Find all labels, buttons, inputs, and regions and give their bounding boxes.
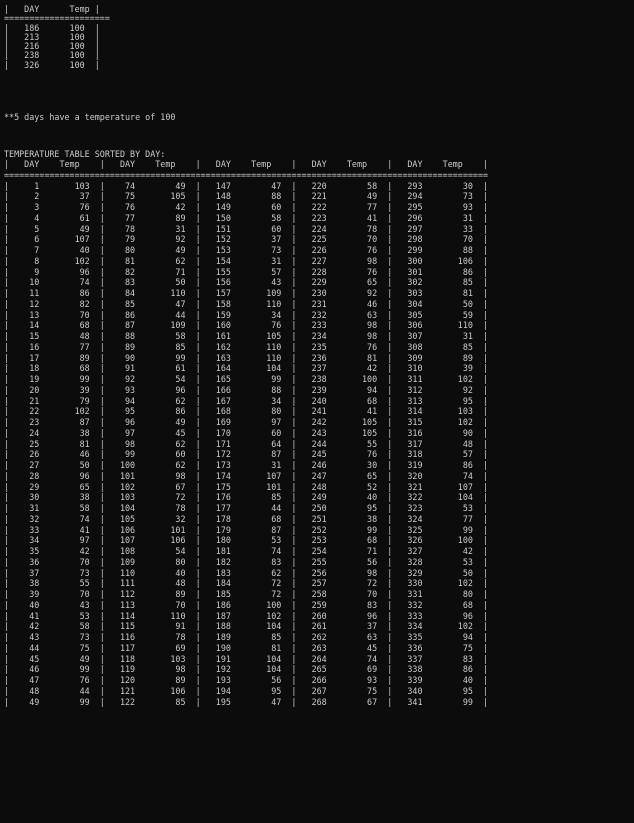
sorted-table-row: | 14 68 | 87 109 | 160 76 | 233 98 | 306 110 | [4, 320, 489, 331]
sorted-table-row: | 34 97 | 107 106 | 180 53 | 253 68 | 326 100 | [4, 535, 489, 546]
sorted-table-row: | 18 68 | 91 61 | 164 104 | 237 42 | 310 39 | [4, 363, 489, 374]
sorted-table-row: | 39 70 | 112 89 | 185 72 | 258 70 | 331 80 | [4, 589, 489, 599]
sorted-table-row: | 2 37 | 75 105 | 148 88 | 221 49 | 294 73 | [4, 191, 489, 202]
sorted-table-row: | 29 65 | 102 67 | 175 101 | 248 52 | 321 107 | [4, 481, 489, 492]
sorted-table-row: | 5 49 | 78 31 | 151 60 | 224 78 | 297 33 | [4, 223, 489, 234]
sorted-table-row: | 21 79 | 94 62 | 167 34 | 240 68 | 313 95 | [4, 395, 489, 406]
top-table-row: | 326 100 | [4, 59, 100, 70]
sorted-table-row: | 28 96 | 101 98 | 174 107 | 247 65 | 320 74 | [4, 470, 489, 481]
sorted-table-row: | 41 53 | 114 110 | 187 102 | 260 96 | 333 96 | [4, 610, 489, 621]
top-table-row: | 213 100 | [4, 31, 100, 42]
sorted-table-row: | 17 89 | 90 99 | 163 110 | 236 81 | 309 89 | [4, 352, 489, 363]
top-table [4, 5, 110, 70]
sorted-table-row: | 22 102 | 95 86 | 168 80 | 241 41 | 314 103 | [4, 406, 489, 417]
sorted-table-row: | 42 58 | 115 91 | 188 104 | 261 37 | 334 102 | [4, 621, 489, 632]
sorted-table-row: | 11 86 | 84 110 | 157 109 | 230 92 | 303 81 | [4, 288, 489, 298]
sorted-table-row: | 20 39 | 93 96 | 166 88 | 239 94 | 312 92 | [4, 384, 489, 395]
top-table-row: | 238 100 | [4, 50, 100, 61]
sorted-table-row: | 19 99 | 92 54 | 165 99 | 238 100 | 311 102 | [4, 374, 489, 384]
sorted-table-row: | 30 38 | 103 72 | 176 85 | 249 40 | 322 104 | [4, 492, 489, 503]
sorted-table-row: | 44 75 | 117 69 | 190 81 | 263 45 | 336 75 | [4, 642, 489, 653]
sorted-temperature-table [4, 159, 488, 707]
sorted-table-row: | 43 73 | 116 78 | 189 85 | 262 63 | 335 94 | [4, 632, 489, 642]
sorted-table-row: | 24 38 | 97 45 | 170 60 | 243 105 | 316 90 | [4, 427, 489, 438]
sorted-table-row: | 27 50 | 100 62 | 173 31 | 246 30 | 319 86 | [4, 460, 489, 470]
top-table-header: | DAY Temp | [4, 4, 100, 14]
sorted-table-row: | 48 44 | 121 106 | 194 95 | 267 75 | 340 95 | [4, 685, 489, 696]
top-table-row: | 186 100 | [4, 22, 100, 33]
sorted-table-row: | 38 55 | 111 48 | 184 72 | 257 72 | 330 102 | [4, 578, 489, 589]
sorted-table-row: | 47 76 | 120 89 | 193 56 | 266 93 | 339 40 | [4, 675, 489, 685]
sorted-table-row: | 7 40 | 80 49 | 153 73 | 226 76 | 299 88 | [4, 245, 489, 255]
sorted-table-row: | 37 73 | 110 40 | 183 62 | 256 98 | 329 50 | [4, 567, 489, 578]
sorted-table-title: TEMPERATURE TABLE SORTED BY DAY: [4, 149, 166, 159]
sorted-table-row: | 15 48 | 88 58 | 161 105 | 234 98 | 307 31 | [4, 331, 489, 341]
sorted-table-row: | 35 42 | 108 54 | 181 74 | 254 71 | 327 42 | [4, 546, 489, 556]
top-table-divider: ===================== [4, 13, 110, 24]
sorted-table-row: | 49 99 | 122 85 | 195 47 | 268 67 | 341 99 | [4, 696, 489, 707]
sorted-table-row: | 9 96 | 82 71 | 155 57 | 228 76 | 301 86 | [4, 266, 489, 277]
sorted-table-row: | 40 43 | 113 70 | 186 100 | 259 83 | 332 68 | [4, 599, 489, 610]
sorted-table-row: | 26 46 | 99 60 | 172 87 | 245 76 | 318 57 | [4, 449, 489, 460]
sorted-table-header: | DAY Temp | DAY Temp | DAY Temp | DAY Temp | DAY Temp | [4, 159, 489, 169]
sorted-table-row: | 6 107 | 79 92 | 152 37 | 225 70 | 298 70 | [4, 234, 489, 245]
sorted-table-row: | 3 76 | 76 42 | 149 60 | 222 77 | 295 93 | [4, 202, 489, 212]
sorted-table-row: | 45 49 | 118 103 | 191 104 | 264 74 | 337 83 | [4, 653, 489, 664]
sorted-table-row: | 31 58 | 104 78 | 177 44 | 250 95 | 323 53 | [4, 503, 489, 513]
sorted-table-row: | 1 103 | 74 49 | 147 47 | 220 58 | 293 30 | [4, 180, 489, 191]
sorted-table-row: | 16 77 | 89 85 | 162 110 | 235 76 | 308 85 | [4, 341, 489, 352]
sorted-table-row: | 12 82 | 85 47 | 158 110 | 231 46 | 304 50 | [4, 298, 489, 309]
sorted-table-row: | 10 74 | 83 50 | 156 43 | 229 65 | 302 85 | [4, 277, 489, 288]
sorted-table-row: | 33 41 | 106 101 | 179 87 | 252 99 | 325 99 | [4, 524, 489, 535]
sorted-table-row: | 32 74 | 105 32 | 178 68 | 251 38 | 324 77 | [4, 513, 489, 524]
sorted-table-row: | 25 81 | 98 62 | 171 64 | 244 55 | 317 48 | [4, 438, 489, 449]
sorted-table-row: | 4 61 | 77 89 | 150 58 | 223 41 | 296 31 | [4, 212, 489, 223]
sorted-table-row: | 46 99 | 119 98 | 192 104 | 265 69 | 338 86 | [4, 664, 489, 675]
top-table-row: | 216 100 | [4, 41, 100, 52]
sorted-table-row: | 36 70 | 109 80 | 182 83 | 255 56 | 328 53 | [4, 556, 489, 567]
sorted-table-row: | 8 102 | 81 62 | 154 31 | 227 98 | 300 106 | [4, 255, 489, 266]
sorted-table-row: | 23 87 | 96 49 | 169 97 | 242 105 | 315 102 | [4, 417, 489, 427]
temperature-count-message: **5 days have a temperature of 100 [4, 112, 176, 122]
sorted-table-row: | 13 70 | 86 44 | 159 34 | 232 63 | 305 59 | [4, 309, 489, 320]
sorted-table-divider: ================================================================================================ [4, 169, 489, 180]
